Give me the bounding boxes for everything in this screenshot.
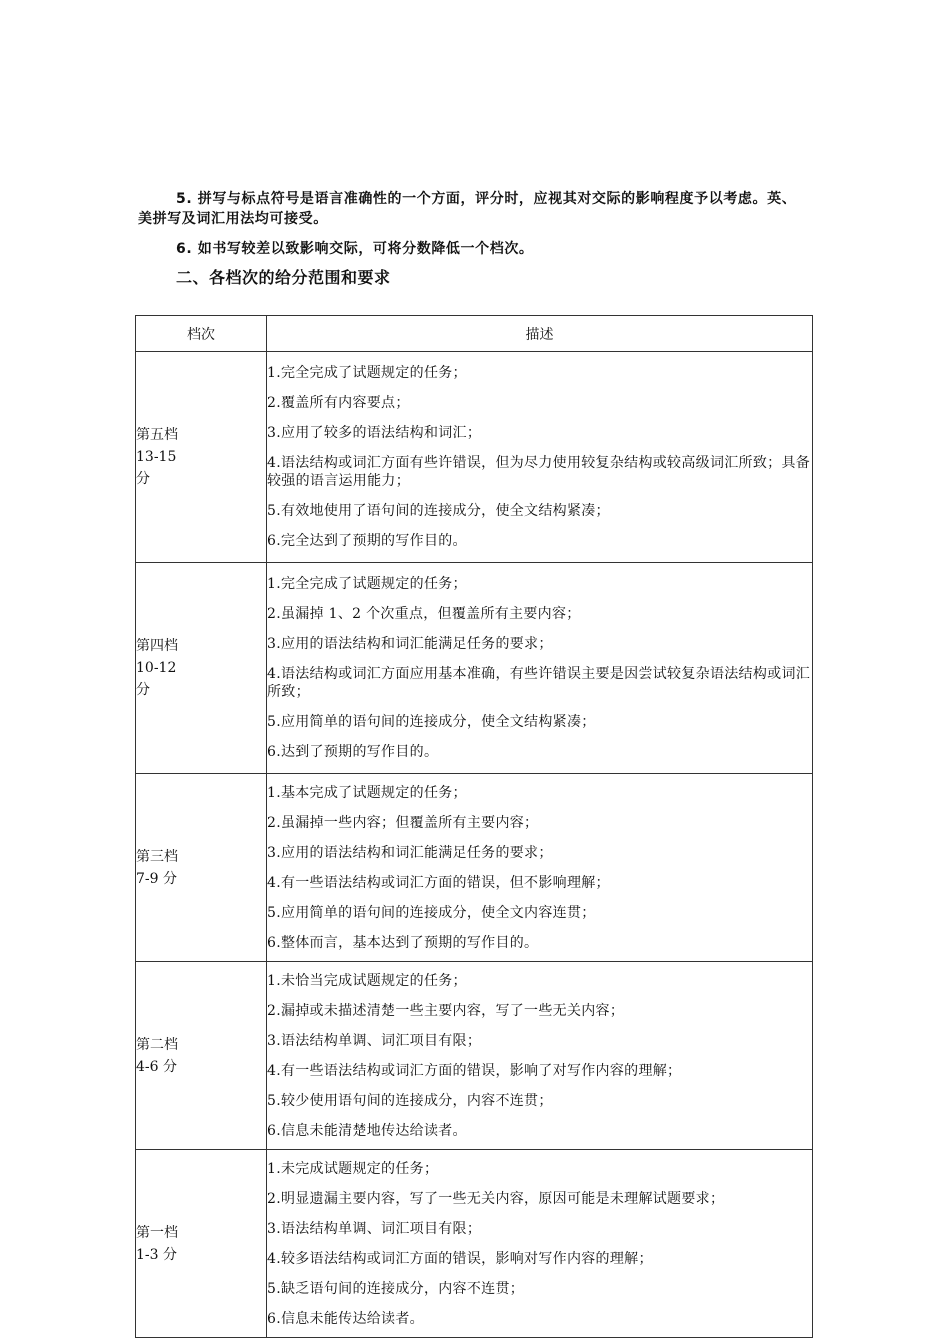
level-score-range: 4-6 分: [136, 1058, 177, 1075]
criteria-list: [267, 781, 812, 955]
criteria-item: 5.缺乏语句间的连接成分，内容不连贯；: [267, 1280, 525, 1297]
description-cell: [267, 774, 813, 962]
criteria-list: [267, 1157, 812, 1331]
level-name: 第二档: [136, 1036, 178, 1053]
level-cell: [136, 563, 267, 774]
criteria-item: 6.完全达到了预期的写作目的。: [267, 533, 467, 549]
criteria-item: 5.较少使用语句间的连接成分，内容不连贯；: [267, 1092, 553, 1109]
criteria-item: 2.虽漏掉一些内容；但覆盖所有主要内容；: [267, 814, 539, 831]
criteria-list: [267, 361, 812, 553]
level-cell: [136, 352, 267, 563]
criteria-item: 1.完全完成了试题规定的任务；: [267, 576, 467, 592]
level-cell: [136, 962, 267, 1150]
paragraph-item-5: 5. 拼写与标点符号是语言准确性的一个方面，评分时，应视其对交际的影响程度予以考虑。英、美拼写及词汇用法均可接受。: [138, 191, 797, 227]
criteria-list: [267, 572, 812, 764]
level-name: 第三档: [136, 848, 178, 865]
criteria-item: 3.应用了较多的语法结构和词汇；: [267, 425, 482, 441]
table-row: [136, 962, 813, 1150]
criteria-item: 1.完全完成了试题规定的任务；: [267, 365, 467, 381]
level-name: 第一档: [136, 1224, 178, 1241]
description-cell: [267, 352, 813, 563]
level-score-range: 10-12: [136, 660, 177, 676]
criteria-item: 6.整体而言，基本达到了预期的写作目的。: [267, 934, 539, 951]
criteria-item: 2.漏掉或未描述清楚一些主要内容，写了一些无关内容；: [267, 1002, 625, 1019]
column-header-description: 描述: [267, 316, 813, 352]
criteria-item: 5.应用简单的语句间的连接成分，使全文结构紧凑；: [267, 714, 596, 730]
criteria-item: 3.语法结构单调、词汇项目有限；: [267, 1032, 482, 1049]
criteria-item: 3.应用的语法结构和词汇能满足任务的要求；: [267, 636, 553, 652]
criteria-item: 5.有效地使用了语句间的连接成分，使全文结构紧凑；: [267, 503, 610, 519]
level-name: 第四档: [136, 638, 178, 654]
level-score-unit: 分: [136, 471, 150, 487]
level-score-unit: 分: [136, 682, 150, 698]
level-score-range: 13-15: [136, 449, 177, 465]
paragraph-item-6: 6. 如书写较差以致影响交际，可将分数降低一个档次。: [176, 241, 534, 257]
criteria-item: 2.明显遗漏主要内容，写了一些无关内容，原因可能是未理解试题要求；: [267, 1190, 725, 1207]
column-header-level: 档次: [136, 316, 267, 352]
criteria-item: 3.应用的语法结构和词汇能满足任务的要求；: [267, 844, 553, 861]
criteria-list: [267, 969, 812, 1143]
criteria-item: 4.语法结构或词汇方面应用基本准确，有些许错误主要是因尝试较复杂语法结构或词汇所致；: [267, 666, 811, 700]
criteria-item: 1.未完成试题规定的任务；: [267, 1160, 439, 1177]
criteria-item: 4.语法结构或词汇方面有些许错误，但为尽力使用较复杂结构或较高级词汇所致；具备较强的语言运用能力；: [267, 455, 811, 489]
criteria-item: 5.应用简单的语句间的连接成分，使全文内容连贯；: [267, 904, 596, 921]
table-header-row: [136, 316, 813, 352]
criteria-item: 1.未恰当完成试题规定的任务；: [267, 972, 467, 989]
level-name: 第五档: [136, 427, 178, 443]
table-row: [136, 774, 813, 962]
criteria-item: 6.达到了预期的写作目的。: [267, 744, 439, 760]
criteria-item: 2.虽漏掉 1、2 个次重点，但覆盖所有主要内容；: [267, 606, 581, 622]
criteria-item: 6.信息未能传达给读者。: [267, 1310, 424, 1327]
criteria-item: 1.基本完成了试题规定的任务；: [267, 784, 467, 801]
description-cell: [267, 1150, 813, 1338]
table-row: [136, 1150, 813, 1338]
scoring-rubric-table: [135, 315, 813, 1338]
section-heading: 二、各档次的给分范围和要求: [176, 268, 391, 287]
description-cell: [267, 563, 813, 774]
criteria-item: 4.有一些语法结构或词汇方面的错误，影响了对写作内容的理解；: [267, 1062, 682, 1079]
level-score-range: 7-9 分: [136, 870, 177, 887]
level-cell: [136, 1150, 267, 1338]
description-cell: [267, 962, 813, 1150]
criteria-item: 6.信息未能清楚地传达给读者。: [267, 1122, 467, 1139]
table-row: [136, 352, 813, 563]
criteria-item: 2.覆盖所有内容要点；: [267, 395, 410, 411]
level-score-range: 1-3 分: [136, 1246, 177, 1263]
criteria-item: 3.语法结构单调、词汇项目有限；: [267, 1220, 482, 1237]
criteria-item: 4.有一些语法结构或词汇方面的错误，但不影响理解；: [267, 874, 610, 891]
table-row: [136, 563, 813, 774]
criteria-item: 4.较多语法结构或词汇方面的错误，影响对写作内容的理解；: [267, 1250, 653, 1267]
level-cell: [136, 774, 267, 962]
